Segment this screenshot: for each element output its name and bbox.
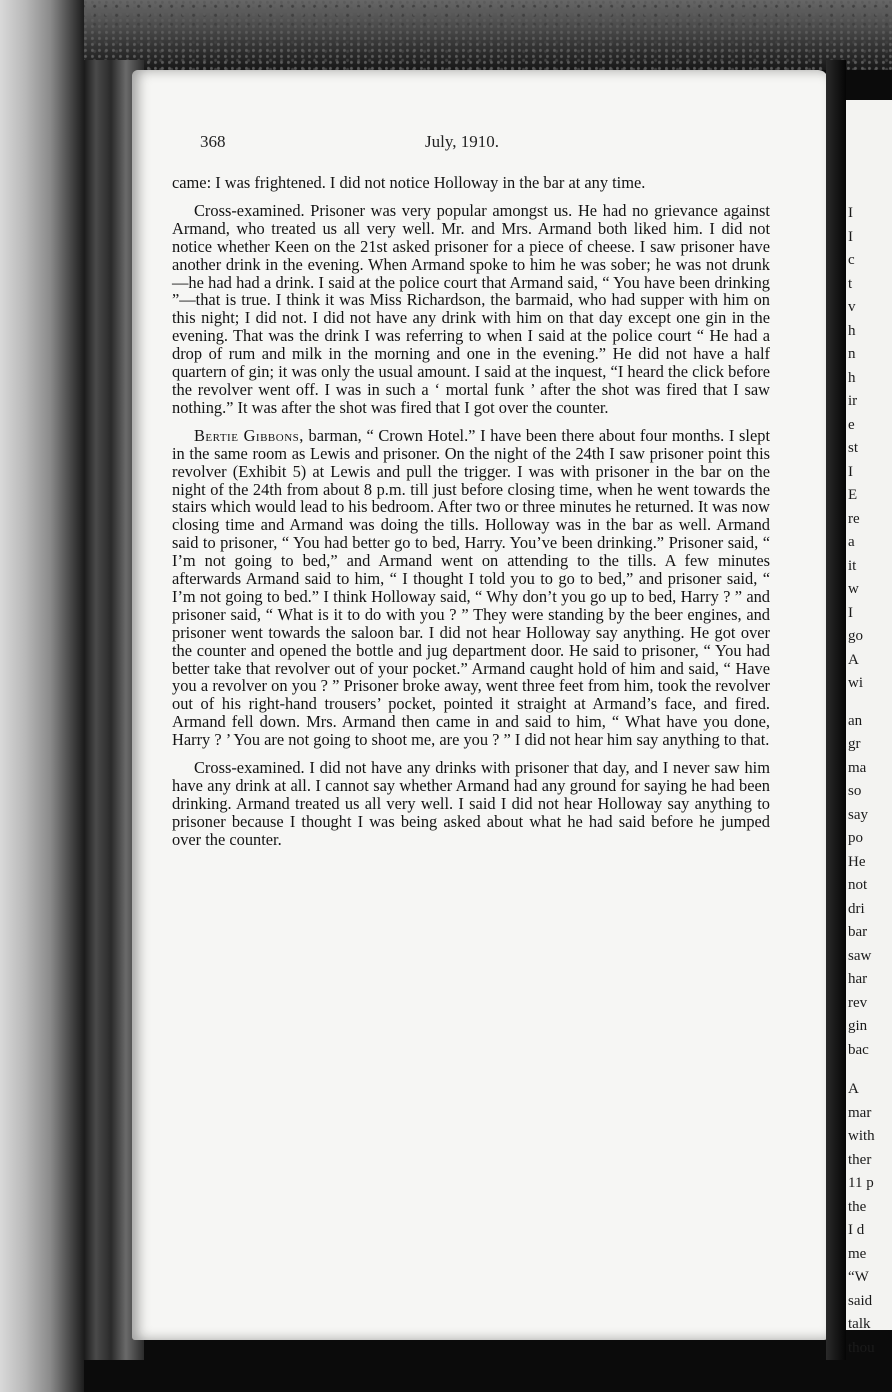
scan-left-margin — [0, 0, 84, 1392]
facing-page-fragment — [846, 100, 892, 1356]
facing-page-text: bar — [848, 924, 868, 940]
facing-page-text: so — [848, 783, 862, 799]
paragraph: Cross-examined. I did not have any drinks with prisoner that day, and I never saw him have any drink at all. I cannot say whether Armand had any ground for saying he had been drinking. Armand treated us all very well. I said I did not hear Holloway say anything to prisoner because I thought I was being asked about what he had said before he jumped over the counter. — [172, 758, 770, 849]
facing-page-text: A — [848, 651, 859, 668]
facing-page-text: gr — [848, 736, 861, 752]
facing-page-text: v — [848, 299, 856, 315]
facing-page-text: go — [848, 628, 863, 644]
facing-page-text: said — [848, 1292, 873, 1309]
facing-page-text: it — [848, 557, 857, 574]
facing-page-text: say — [848, 806, 868, 823]
facing-page-text: po — [848, 830, 863, 846]
facing-page-text: rev — [848, 994, 868, 1011]
facing-page-text: saw — [848, 947, 872, 964]
facing-page-text: re — [848, 510, 860, 527]
page-number: 368 — [200, 132, 226, 151]
facing-page-text: e — [848, 416, 855, 433]
facing-page-text: n — [848, 346, 856, 362]
facing-page-text: ir — [848, 393, 858, 409]
facing-page-text: har — [848, 971, 868, 987]
facing-page-text: not — [848, 877, 868, 893]
facing-page-text: I — [848, 228, 853, 245]
facing-page-text: ther — [848, 1151, 872, 1168]
book-gutter — [826, 60, 846, 1360]
facing-page-text: bac — [848, 1041, 869, 1058]
facing-page-text: 11 p — [848, 1175, 874, 1191]
facing-page-text: I — [848, 463, 853, 480]
facing-page-text: h — [848, 322, 856, 339]
facing-page-text: E — [848, 487, 858, 503]
facing-page-text: thou — [848, 1339, 875, 1356]
facing-page-text: gin — [848, 1018, 868, 1034]
facing-page-text: I — [848, 205, 853, 221]
facing-page-text: wi — [848, 675, 863, 691]
body-text — [172, 174, 770, 859]
facing-page-text: mar — [848, 1104, 872, 1121]
facing-page-text: the — [848, 1198, 867, 1215]
facing-page-text: with — [848, 1128, 875, 1144]
facing-page-text: c — [848, 252, 855, 268]
running-header — [200, 132, 760, 158]
paragraph: came: I was frightened. I did not notice Holloway in the bar at any time. — [172, 173, 646, 192]
facing-page-text: st — [848, 440, 859, 456]
facing-page-text: dri — [848, 900, 865, 917]
header-date: July, 1910. — [425, 132, 499, 151]
facing-page-text: A — [848, 1081, 859, 1097]
facing-page-text: an — [848, 712, 863, 729]
witness-name: Bertie Gibbons, — [194, 425, 304, 445]
facing-page-text: “W — [848, 1269, 869, 1285]
facing-page-text: h — [848, 369, 856, 386]
facing-page-text: me — [848, 1245, 867, 1262]
paragraph: Bertie Gibbons, barman, “ Crown Hotel.” I have been there about four months. I slept in the same room as Lewis and prisoner. On the night of the 24th I saw prisoner point this revolver (Exhibit 5) at Lewis and pull the trigger. I was with prisoner in the bar on the night of the 24th from about 8 p.m. till just before closing time, when he went towards the stairs which would lead to his bedroom. After two or three minutes he returned. It was now closing time and Armand was doing the tills. Holloway was in the bar as well. Armand said to prisoner, “ You had better go to bed, Harry. You’ve been drinking.” Prisoner said, “ I’m not going to bed,” and Armand went on attending to the tills. A few minutes afterwards Armand said to him, “ I thought I told you to go to bed,” and prisoner said, “ I’m not going to bed.” I think Holloway said, “ Why don’t you go up to bed, Harry ? ” and prisoner said, “ What is it to do with you ? ” They were standing by the beer engines, and prisoner went towards the saloon bar. I did not hear Holloway say anything. He got over the counter and opened the bottle and jug department door. He said to prisoner, “ You had better take that revolver out of your pocket.” Armand caught hold of him and said, “ Have you a revolver on you ? ” Prisoner broke away, went three feet from him, took the revolver out of his right-hand trousers’ pocket, pointed it straight at Armand’s face, and fired. Armand fell down. Mrs. Armand then came in and said to him, “ What have you done, Harry ? ’ You are not going to shoot me, are you ? ” I did not hear him say anything to that. — [172, 425, 770, 750]
facing-page-text: w — [848, 581, 859, 597]
facing-page-text: a — [848, 534, 855, 550]
facing-page-text: t — [848, 275, 853, 292]
facing-page-text: talk — [848, 1316, 871, 1332]
facing-page-text: ma — [848, 759, 867, 776]
facing-page-text: I d — [848, 1222, 865, 1238]
facing-page-text: He — [848, 853, 866, 870]
facing-page-text: I — [848, 604, 853, 621]
paragraph: Cross-examined. Prisoner was very popular amongst us. He had no grievance against Armand, who treated us all very well. Mr. and Mrs. Armand both liked him. I did not notice whether Keen on the 21st asked prisoner for a piece of cheese. I saw prisoner have another drink in the evening. When Armand spoke to him he was sober; he was not drunk—he had had a drink. I said at the police court that Armand said, “ You have been drinking ”—that is true. I think it was Miss Richardson, the barmaid, who had supper with him on this night; I did not. I did not have any drink with him on that day except one gin in the evening. That was the drink I was referring to when I said at the police court “ He had a drop of rum and milk in the morning and one in the evening.” He did not have a half quartern of gin; it was only the usual amount. I said at the inquest, “I heard the click before the revolver went off. I was in such a ‘ mortal funk ’ after the shot was fired that I saw nothing.” It was after the shot was fired that I got over the counter. — [172, 200, 770, 417]
